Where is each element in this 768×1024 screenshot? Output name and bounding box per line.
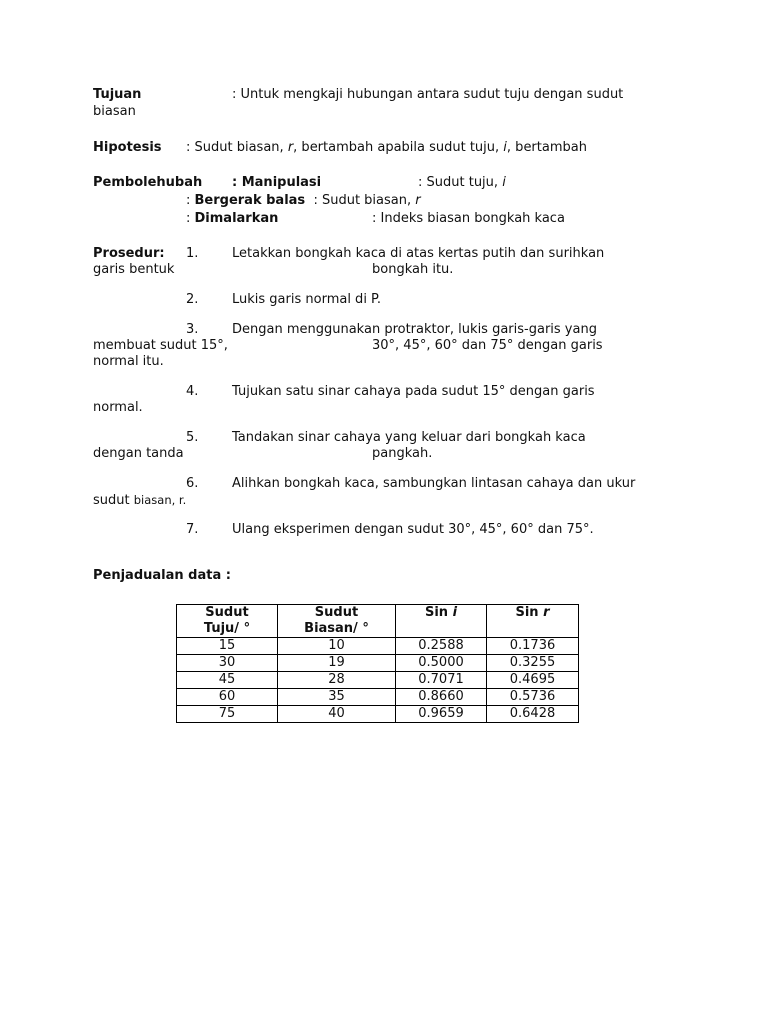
table-row bbox=[177, 689, 579, 706]
step-text: dengan tanda bbox=[93, 446, 184, 461]
step-number: 4. bbox=[186, 384, 199, 399]
table-row bbox=[177, 672, 579, 689]
step-text: pangkah. bbox=[372, 446, 433, 461]
step-number: 5. bbox=[186, 430, 199, 445]
step-text: normal. bbox=[93, 400, 143, 415]
bergerak-balas-row: : Bergerak balas : Sudut biasan, r bbox=[186, 193, 421, 208]
table-header-row bbox=[177, 605, 579, 638]
step-text: Tandakan sinar cahaya yang keluar dari bongkah kaca bbox=[232, 430, 586, 445]
table-cell: 75 bbox=[177, 706, 278, 723]
pembolehubah-label: Pembolehubah bbox=[93, 175, 203, 190]
step-text: bongkah itu. bbox=[372, 262, 454, 277]
table-cell: 0.3255 bbox=[487, 655, 579, 672]
step-text: garis bentuk bbox=[93, 262, 175, 277]
step-text: Ulang eksperimen dengan sudut 30°, 45°, 60° dan 75°. bbox=[232, 522, 594, 537]
table-cell: 60 bbox=[177, 689, 278, 706]
prosedur-label: Prosedur: bbox=[93, 246, 165, 261]
dimalarkan-value: : Indeks biasan bongkah kaca bbox=[372, 211, 565, 226]
step-number: 7. bbox=[186, 522, 199, 537]
step-text: membuat sudut 15°, bbox=[93, 338, 228, 353]
step-number: 6. bbox=[186, 476, 199, 491]
table-row bbox=[177, 638, 579, 655]
table-cell: 0.9659 bbox=[396, 706, 487, 723]
penjadualan-label: Penjadualan data : bbox=[93, 568, 231, 583]
table-cell: 0.6428 bbox=[487, 706, 579, 723]
table-cell: 0.1736 bbox=[487, 638, 579, 655]
table-cell: 0.8660 bbox=[396, 689, 487, 706]
table-cell: 0.5736 bbox=[487, 689, 579, 706]
step-text: Tujukan satu sinar cahaya pada sudut 15° dengan garis bbox=[232, 384, 595, 399]
manipulasi-label: : Manipulasi bbox=[232, 175, 322, 190]
table-cell: 0.4695 bbox=[487, 672, 579, 689]
header-sudut-biasan: Sudut Biasan/ ° bbox=[278, 605, 396, 638]
step-text: normal itu. bbox=[93, 354, 164, 369]
table-row bbox=[177, 706, 579, 723]
table-cell: 35 bbox=[278, 689, 396, 706]
step-number: 3. bbox=[186, 322, 199, 337]
tujuan-text-cont: biasan bbox=[93, 104, 136, 119]
step-text: Alihkan bongkah kaca, sambungkan lintasan cahaya dan ukur bbox=[232, 476, 636, 491]
header-sin-r: Sin r bbox=[487, 605, 579, 638]
table-cell: 10 bbox=[278, 638, 396, 655]
table-cell: 0.7071 bbox=[396, 672, 487, 689]
step-number: 1. bbox=[186, 246, 199, 261]
step-text: 30°, 45°, 60° dan 75° dengan garis bbox=[372, 338, 603, 353]
step-text: Dengan menggunakan protraktor, lukis garis-garis yang bbox=[232, 322, 597, 337]
table-cell: 45 bbox=[177, 672, 278, 689]
header-sudut-tuju: Sudut Tuju/ ° bbox=[177, 605, 278, 638]
step-text: sudut biasan, r. bbox=[93, 493, 187, 508]
hipotesis-label: Hipotesis bbox=[93, 140, 162, 155]
table-cell: 0.2588 bbox=[396, 638, 487, 655]
tujuan-text: : Untuk mengkaji hubungan antara sudut tuju dengan sudut bbox=[232, 87, 624, 102]
header-sin-i: Sin i bbox=[396, 605, 487, 638]
tujuan-label: Tujuan bbox=[93, 87, 142, 102]
data-table bbox=[176, 604, 579, 723]
table-cell: 28 bbox=[278, 672, 396, 689]
manipulasi-value: : Sudut tuju, i bbox=[418, 175, 506, 190]
table-cell: 30 bbox=[177, 655, 278, 672]
step-text: Lukis garis normal di P. bbox=[232, 292, 382, 307]
step-text: Letakkan bongkah kaca di atas kertas putih dan surihkan bbox=[232, 246, 605, 261]
table-row bbox=[177, 655, 579, 672]
table-cell: 19 bbox=[278, 655, 396, 672]
step-number: 2. bbox=[186, 292, 199, 307]
table-cell: 0.5000 bbox=[396, 655, 487, 672]
table-cell: 40 bbox=[278, 706, 396, 723]
dimalarkan-row: : Dimalarkan bbox=[186, 211, 279, 226]
hipotesis-text: : Sudut biasan, r, bertambah apabila sudut tuju, i, bertambah bbox=[186, 140, 587, 155]
table-cell: 15 bbox=[177, 638, 278, 655]
